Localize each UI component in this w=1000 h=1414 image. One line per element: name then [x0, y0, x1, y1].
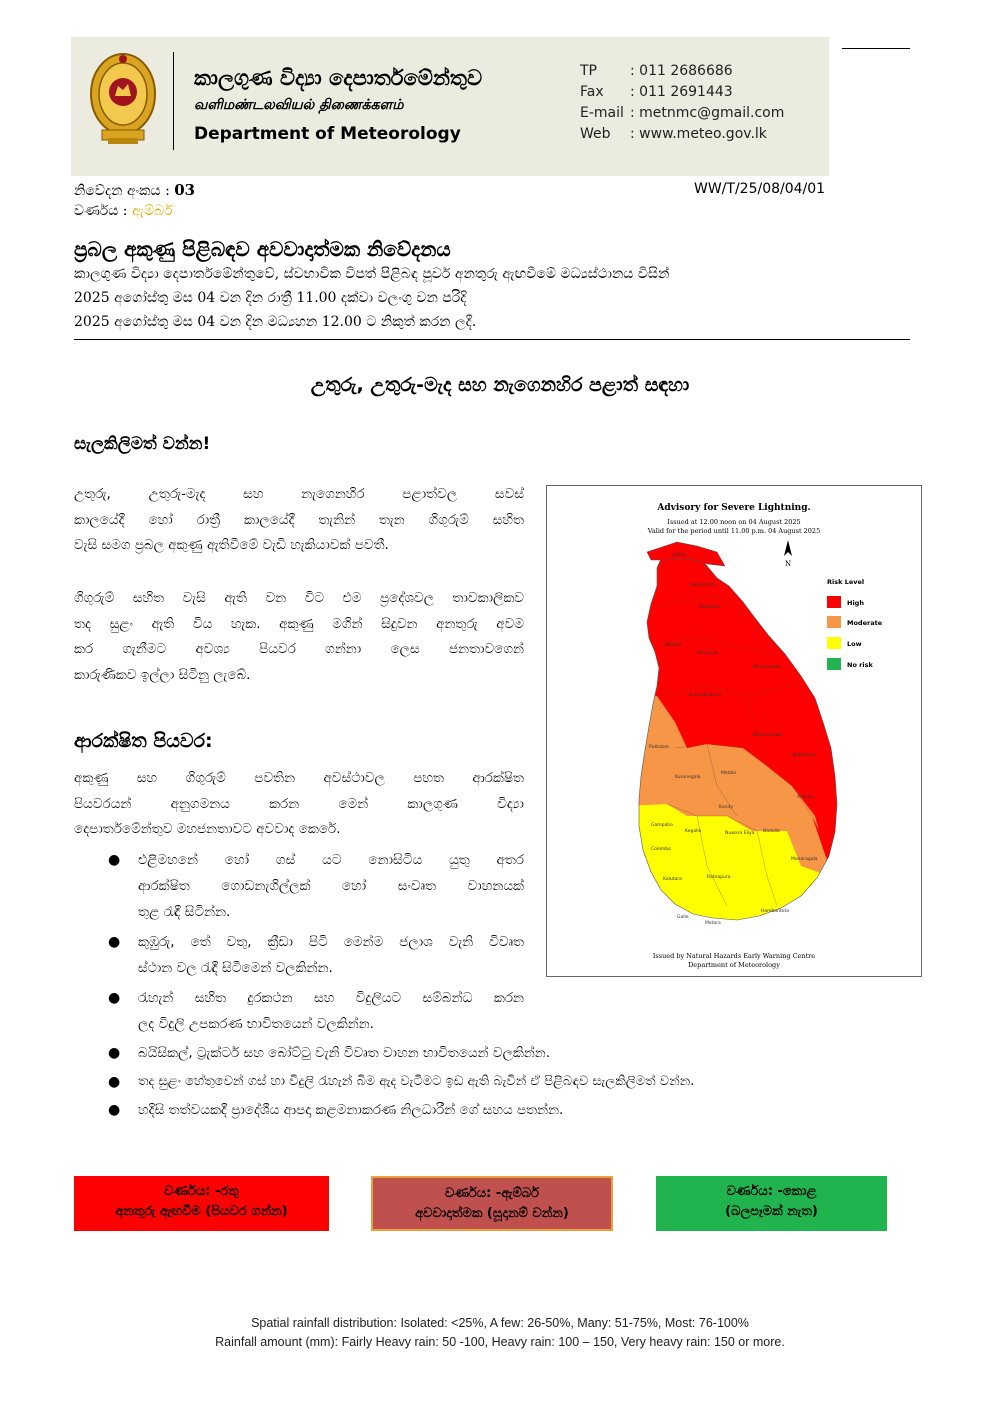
legend-swatch-moderate: [827, 616, 841, 628]
legend-box-green: වර්ණය: -කොළ (බලපෑමක් නැත): [656, 1176, 887, 1231]
list-item: ● රැහැන් සහිත දුරකථන සහ විදුලියට සම්බන්ධ කරන ලද විදුලි උපකරණ භාවිතයෙන් වලකින්න.: [138, 985, 524, 1037]
map-title: Advisory for Severe Lightning.: [657, 503, 811, 513]
list-item: ● කුඹුරු, තේ වතු, ක්‍රීඩා පිටි මෙන්ම ජලාශ වැනි විවෘත ස්ථාන වල රැඳී සිටීමෙන් වලකින්න.: [138, 929, 524, 981]
beware-heading: සැලකිලිමත් වන්න!: [74, 434, 211, 454]
validity-line: 2025 අගෝස්තු මස 04 වන දින රාත්‍රී 11.00 දක්වා වලංගු වන පරිදි: [74, 290, 467, 306]
legend-swatch-no-risk: [827, 658, 841, 670]
measures-heading: ආරක්ෂිත පියවර:: [74, 730, 213, 752]
org-name-sinhala: කාලගුණ විද්‍යා දෙපාර්තමේන්තුව: [194, 66, 483, 90]
bullet-icon: ●: [108, 1102, 121, 1118]
map-footer-dept: Department of Meteorology: [688, 961, 780, 969]
district-label: Anuradhapura: [689, 693, 722, 698]
district-label: Batticaloa: [793, 753, 816, 758]
contact-web[interactable]: Web : www.meteo.gov.lk: [580, 126, 767, 142]
list-item: ● තද සුළං හේතුවෙන් ගස් හා විදුලි රැහැන් බිම ඇද වැටීමට ඉඩ ඇති බැවින් ඒ පිළිබඳව සැලකිලිමත් වන්න.: [138, 1069, 908, 1095]
contact-fax: Fax : 011 2691443: [580, 84, 733, 100]
legend-swatch-high: [827, 596, 841, 608]
district-label: Colombo: [651, 847, 671, 852]
contact-tp: TP : 011 2686686: [580, 63, 733, 79]
issued-time-line: 2025 අගෝස්තු මස 04 වන දින මධ්‍යහන 12.00 ට නිකුත් කරන ලදී.: [74, 314, 477, 330]
paragraph-advice: ගිගුරුම් සහිත වැසි ඇති වන විට එම ප්‍රදේශවල තාවකාලිකව තද සුළං ඇති විය හැක. අකුණු මගින් සිදුවන අනතුරු අවම කර ගැනීමට අවශ්‍ය පියවර ගන්නා ලෙස ජනතාවගෙන් කාරුණිකව ඉල්ලා සිටිනු ලැබේ.: [74, 590, 524, 683]
district-label: Badulla: [763, 829, 780, 834]
list-item: ● එළිමහනේ හෝ ගස් යට නොසිටිය යුතු අතර ආරක්ෂිත ගොඩනැගිල්ලක් හෝ සංවෘත වාහනයක් තුළ රැඳී සිටින්න.: [138, 847, 524, 925]
district-label: Polonnaruwa: [753, 733, 782, 738]
legend-label-low: Low: [847, 640, 862, 648]
bullet-icon: ●: [108, 1045, 121, 1061]
district-label: Ampara: [797, 795, 815, 800]
warning-level: වර්ණය : ඇම්බර්: [74, 203, 173, 219]
map-footer-issuer: Issued by Natural Hazards Early Warning Centre: [652, 952, 816, 960]
legend-title: Risk Level: [827, 578, 865, 586]
org-name-tamil: வளிமண்டலவியல் திணைக்களம்: [194, 97, 404, 113]
district-label: Kegalle: [685, 829, 702, 834]
bullet-icon: ●: [108, 934, 121, 950]
measures-intro: අකුණු සහ ගිගුරුම් පවතින අවස්ථාවල පහත ආරක්ෂිත පියවරයන් අනුගමනය කරන මෙන් කාලගුණ විද්‍යා දෙපාර්තමේන්තුව මහජනතාවට අවවාද කෙරේ.: [74, 770, 524, 837]
bullet-icon: ●: [108, 1074, 121, 1090]
district-label: Hambantota: [761, 909, 790, 914]
bullet-icon: ●: [108, 990, 121, 1006]
bullet-icon: ●: [108, 852, 121, 868]
page-title: ප්‍රබල අකුණු පිළිබඳව අවවාදාත්මක නිවේදනය: [74, 237, 451, 261]
district-label: Gampaha: [651, 823, 673, 828]
district-label: Nuwara Eliya: [725, 831, 755, 836]
district-label: Puttalam: [649, 745, 670, 750]
district-label: Monaragala: [791, 857, 818, 862]
district-label: Trincomalee: [753, 665, 781, 670]
region-title: උතුරු, උතුරු-මැද සහ නැගෙනහිර පළාත් සඳහා: [310, 374, 690, 396]
district-label: Galle: [677, 915, 689, 920]
list-item: ● හදිසි තත්වයකදී ප්‍රාදේශීය ආපදා කළමනාකරණ නිලධාරීන් ගේ සහය පතන්න.: [138, 1097, 908, 1123]
legend-label-high: High: [847, 599, 864, 607]
issue-number: නිවේදන අංකය : 03: [74, 181, 196, 199]
advisory-map: [546, 485, 922, 977]
top-rule: [842, 48, 910, 49]
legend-box-amber: වර්ණය: -ඇම්බර් අවවාදාත්මක (සූදානම් වන්න): [371, 1176, 613, 1231]
district-label: Kilinochchi: [691, 583, 716, 588]
paragraph-forecast: උතුරු, උතුරු-මැද සහ නැගෙනහිර පළාත්වල සවස් කාලයේදී හෝ රාත්‍රී කාලයේදී තැනින් තැන ගිගුරුම් සහිත වැසි සමග ප්‍රබල අකුණු ඇතිවීමේ වැඩි හැකියාවක් පවතී.: [74, 486, 524, 553]
title-rule: [74, 339, 910, 340]
legend-label-no-risk: No risk: [847, 661, 873, 669]
header-divider: [173, 52, 174, 150]
district-label: Mullaitivu: [699, 605, 721, 610]
contact-email[interactable]: E-mail : metnmc@gmail.com: [580, 105, 785, 121]
legend-box-red: වර්ණය: -රතු අනතුරු ඇඟවීම (පියවර ගන්න): [74, 1176, 329, 1231]
district-label: Jaffna: [673, 553, 686, 558]
reference-code: WW/T/25/08/04/01: [694, 181, 826, 197]
legend-swatch-low: [827, 637, 841, 649]
svg-text:N: N: [784, 560, 792, 568]
district-label: Matara: [705, 921, 721, 926]
list-item: ● බයිසිකල්, ට්‍රැක්ටර් සහ බෝට්ටු වැනි විවෘත වාහන භාවිතයෙන් වලකින්න.: [138, 1040, 908, 1066]
sri-lanka-emblem-icon: [88, 50, 158, 148]
org-name-english: Department of Meteorology: [194, 124, 461, 144]
north-arrow-icon: [784, 540, 792, 568]
district-label: Ratnapura: [707, 875, 731, 880]
district-label: Kandy: [719, 805, 734, 810]
footer-rainfall-amount: Rainfall amount (mm): Fairly Heavy rain: 50 -100, Heavy rain: 100 – 150, Very heavy rain: 150 or more.: [215, 1335, 785, 1349]
legend-label-moderate: Moderate: [847, 619, 883, 627]
district-label: Vavuniya: [697, 651, 718, 656]
district-label: Kurunegala: [675, 775, 701, 780]
map-legend: [827, 578, 883, 670]
footer-rainfall-distribution: Spatial rainfall distribution: Isolated: <25%, A few: 26-50%, Many: 51-75%, Most: 76-100%: [251, 1316, 749, 1330]
district-label: Matale: [721, 771, 737, 776]
district-label: Mannar: [665, 643, 682, 648]
map-issued: Issued at 12.00 noon on 04 August 2025: [667, 518, 801, 526]
map-valid: Valid for the period until 11.00 p.m. 04 August 2025: [647, 527, 821, 535]
district-label: Kalutara: [663, 877, 682, 882]
issuer-line: කාලගුණ විද්‍යා දෙපාර්තමේන්තුවේ, ස්වභාවික විපත් පිළිබඳ පූර්ව අනතුරු ඇඟවීමේ මධ්‍යස්ථානය විසින්: [74, 266, 670, 282]
